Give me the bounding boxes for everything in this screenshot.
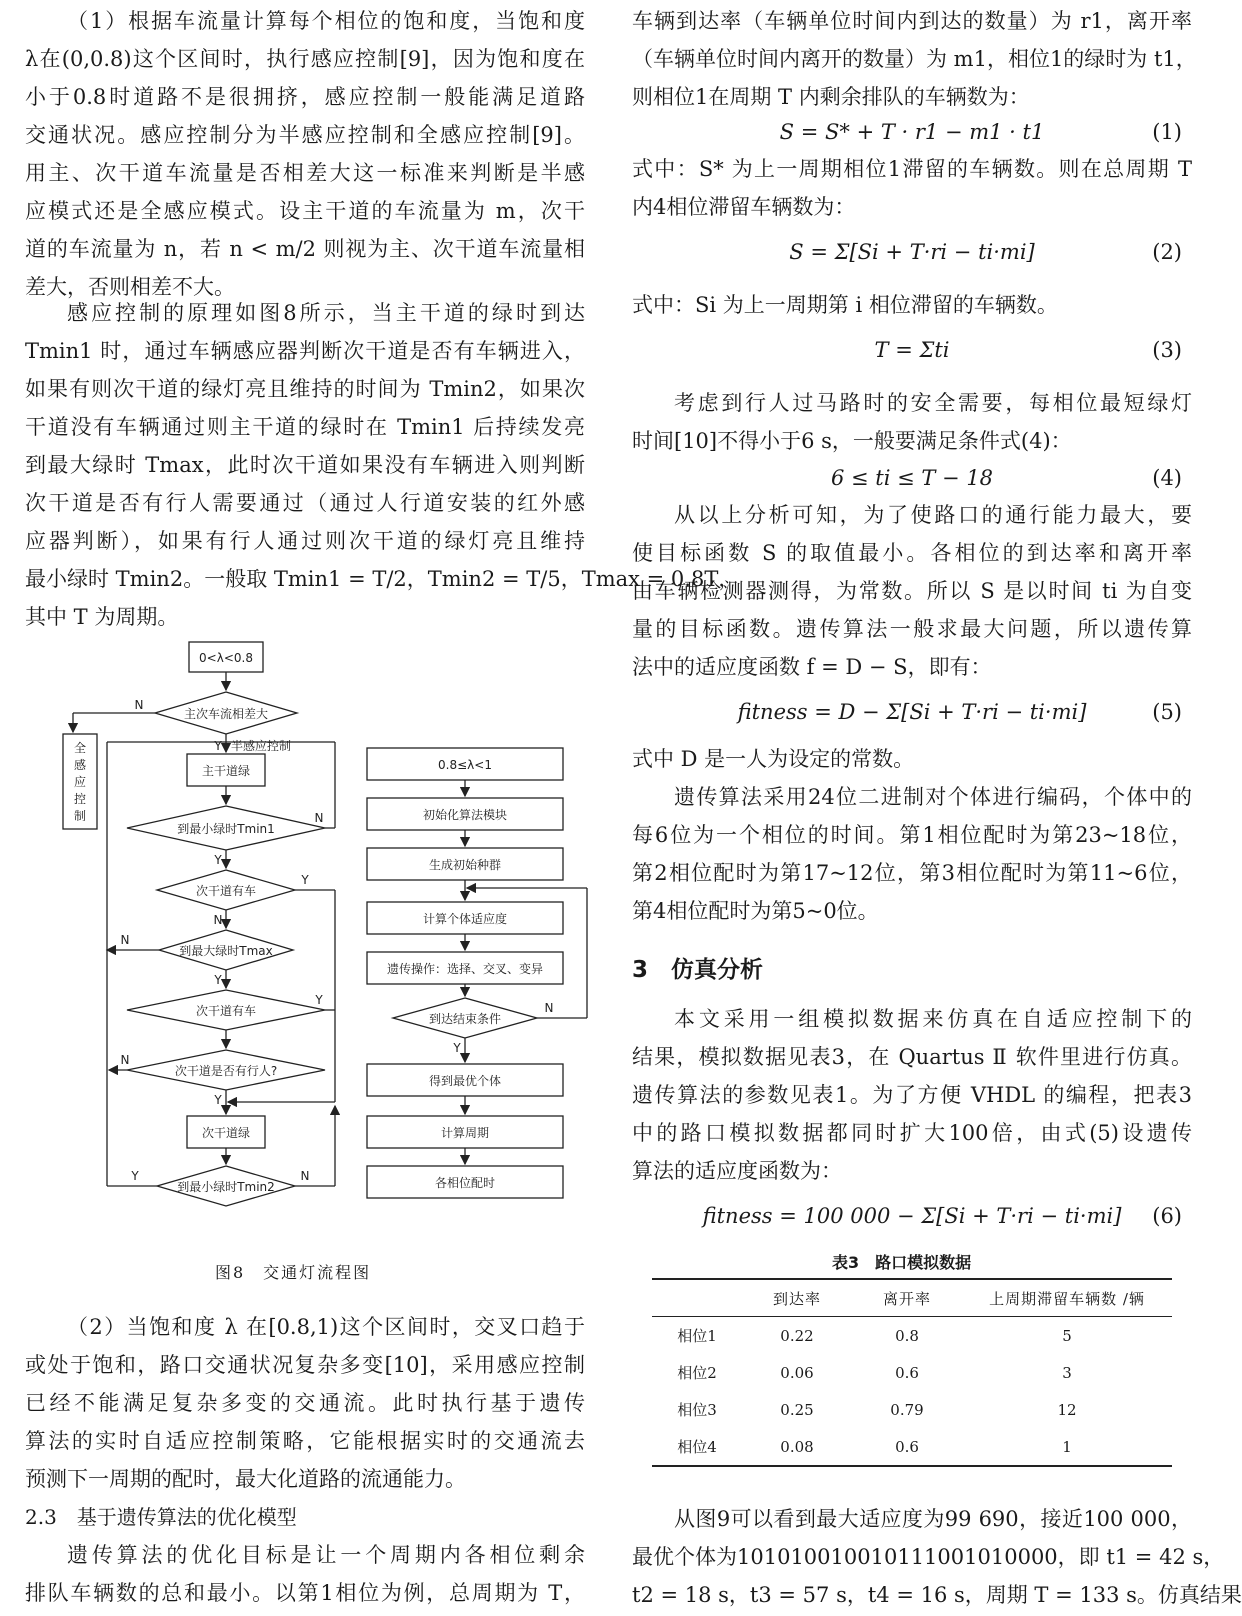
flow-text: 次干道有车 (195, 884, 257, 898)
text-line: 内4相位滞留车辆数为： (632, 195, 856, 219)
table-cell: 3 (1062, 1363, 1072, 1382)
flow-text: 主干道绿 (201, 764, 251, 778)
table-cell: 相位2 (677, 1364, 717, 1382)
text-line: 排队车辆数的总和最小。以第1相位为例，总周期为 T， (25, 1581, 585, 1605)
text-line: 时间[10]不得小于6 s，一般要满足条件式(4)： (632, 429, 1072, 453)
text-line: 每6位为一个相位的时间。第1相位配时为第23~18位， (632, 823, 1192, 847)
text-line: 已经不能满足复杂多变的交通流。此时执行基于遗传 (25, 1391, 585, 1415)
flow-text: 次干道绿 (201, 1126, 251, 1140)
flow-text: 到达结束条件 (428, 1012, 502, 1026)
table-row (652, 1317, 1172, 1355)
text-line: Tmin1 时，通过车辆感应器判断次干道是否有车辆进入， (25, 339, 585, 363)
text-line: 车辆到达率（车辆单位时间内到达的数量）为 r1，离开率 (632, 9, 1192, 33)
text-line: 从图9可以看到最大适应度为99 690，接近100 000， (674, 1507, 1192, 1531)
section-heading: 3 仿真分析 (632, 957, 764, 983)
flow-label-no: N (120, 1053, 130, 1067)
text-line: 考虑到行人过马路时的安全需要，每相位最短绿灯 (674, 391, 1192, 415)
flow-label-yes: Y (301, 873, 309, 887)
flow-label-no: N (213, 913, 223, 927)
text-line: 从以上分析可知，为了使路口的通行能力最大，要 (674, 503, 1192, 527)
flow-text: 各相位配时 (434, 1176, 496, 1190)
text-line: 法中的适应度函数 f = D − S，即有： (632, 655, 992, 679)
text-line: 式中：S* 为上一周期相位1滞留的车辆数。则在总周期 T (632, 157, 1192, 181)
text-line: 应器判断），如果有行人通过则次干道的绿灯亮且维持 (25, 529, 585, 553)
table-cell: 1 (1062, 1437, 1072, 1456)
equation-body: fitness = 100 000 − Σ[Si + T·ri − ti·mi] (702, 1204, 1122, 1228)
table-cell: 0.6 (895, 1363, 919, 1382)
text-line: 差大，否则相差不大。 (25, 275, 235, 299)
flow-text: 到最小绿时Tmin1 (177, 822, 275, 836)
flow-text: 计算个体适应度 (422, 912, 508, 926)
table-cell: 相位4 (677, 1438, 717, 1456)
equation (632, 692, 1192, 732)
flow-label-yes: Y (453, 1041, 461, 1055)
text-line: 算法的适应度函数为： (632, 1159, 842, 1183)
equation-body: fitness = D − Σ[Si + T·ri − ti·mi] (737, 700, 1087, 724)
equation-number: (6) (1152, 1204, 1182, 1228)
text-line: 感应控制的原理如图8所示，当主干道的绿时到达 (67, 301, 585, 325)
flow-text: 计算周期 (440, 1126, 490, 1140)
text-line: 最小绿时 Tmin2。一般取 Tmin1 = T/2，Tmin2 = T/5，Tmax = 0.8T， (25, 567, 740, 591)
flow-label-yes: Y (214, 853, 222, 867)
flow-label-no: N (134, 698, 144, 712)
equation-body: 6 ≤ ti ≤ T − 18 (830, 466, 994, 490)
table-row (652, 1354, 1172, 1391)
text-line: （2）当饱和度 λ 在[0.8,1)这个区间时，交叉口趋于 (67, 1315, 585, 1339)
flow-text: 遗传操作：选择、交叉、变异 (386, 962, 544, 976)
table-cell: 0.22 (780, 1326, 814, 1345)
simulation-data-table (652, 1278, 1172, 1467)
traffic-light-flowchart (35, 640, 615, 1240)
flow-text: 次干道是否有行人? (174, 1064, 278, 1078)
table-caption: 表3 路口模拟数据 (832, 1253, 972, 1272)
text-line: 其中 T 为周期。 (25, 605, 179, 629)
table-header-cell: 上周期滞留车辆数 /辆 (989, 1289, 1145, 1308)
text-line: 到最大绿时 Tmax，此时次干道如果没有车辆进入则判断 (25, 453, 585, 477)
table-header-cell (652, 1279, 742, 1317)
flow-label-yes: Y (131, 1169, 139, 1183)
text-line: 式中 D 是一人为设定的常数。 (632, 747, 915, 771)
table-cell: 0.08 (780, 1437, 814, 1456)
table-cell: 5 (1062, 1326, 1072, 1345)
flow-text: 初始化算法模块 (422, 808, 508, 822)
text-line: 算法的实时自适应控制策略，它能根据实时的交通流去 (25, 1429, 585, 1453)
table-cell: 12 (1057, 1400, 1077, 1419)
equation-number: (2) (1152, 240, 1182, 264)
equation-number: (3) (1152, 338, 1182, 362)
equation-number: (4) (1152, 466, 1182, 490)
flow-label-no: N (120, 933, 130, 947)
flow-text: 主次车流相差大 (183, 707, 269, 721)
equation-body: S = Σ[Si + T·ri − ti·mi] (789, 240, 1035, 264)
text-line: 交通状况。感应控制分为半感应控制和全感应控制[9]。 (25, 123, 585, 147)
text-line: 遗传算法的参数见表1。为了方便 VHDL 的编程，把表3 (632, 1083, 1192, 1107)
flow-label-yes: Y (315, 993, 323, 1007)
text-line: 遗传算法的优化目标是让一个周期内各相位剩余 (67, 1543, 585, 1567)
text-line: 次干道是否有行人需要通过（通过人行道安装的红外感 (25, 491, 585, 515)
text-line: （车辆单位时间内离开的数量）为 m1，相位1的绿时为 t1， (632, 47, 1197, 71)
text-line: 或处于饱和，路口交通状况复杂多变[10]，采用感应控制 (25, 1353, 585, 1377)
text-line: 应模式还是全感应模式。设主干道的车流量为 m，次干 (25, 199, 585, 223)
table-cell: 0.6 (895, 1437, 919, 1456)
text-line: 则相位1在周期 T 内剩余排队的车辆数为： (632, 85, 1030, 109)
flow-text: 得到最优个体 (428, 1074, 502, 1088)
text-line: 预测下一周期的配时，最大化道路的流通能力。 (25, 1467, 466, 1491)
text-line: 用主、次干道车流量是否相差大这一标准来判断是半感 (25, 161, 585, 185)
equation (632, 458, 1192, 498)
equation (632, 330, 1192, 370)
text-line: 遗传算法采用24位二进制对个体进行编码，个体中的 (674, 785, 1192, 809)
flow-full-control-label: 全感应控制 (73, 741, 86, 823)
equation (632, 232, 1192, 272)
table-cell: 0.79 (890, 1400, 924, 1419)
text-line: 量的目标函数。遗传算法一般求最大问题，所以遗传算 (632, 617, 1192, 641)
flow-text: 生成初始种群 (428, 858, 502, 872)
equation (632, 1196, 1192, 1236)
text-line: 道的车流量为 n，若 n < m/2 则视为主、次干道车流量相 (25, 237, 585, 261)
table-row (652, 1428, 1172, 1466)
text-line: t2 = 18 s，t3 = 57 s，t4 = 16 s，周期 T = 133 s。仿真结果 (632, 1583, 1242, 1607)
table-header-row (652, 1279, 1172, 1317)
table-cell: 0.25 (780, 1400, 814, 1419)
flow-text: 半感应控制 (230, 739, 292, 753)
table-row (652, 1391, 1172, 1428)
equation-number: (5) (1152, 700, 1182, 724)
table-cell: 相位1 (677, 1327, 717, 1345)
flow-label-yes: Y (214, 1093, 222, 1107)
flow-text: 0.8≤λ<1 (438, 758, 492, 772)
flow-text: 次干道有车 (195, 1004, 257, 1018)
text-line: 由车辆检测器测得，为常数。所以 S 是以时间 ti 为自变 (632, 579, 1192, 603)
equation (632, 112, 1192, 152)
table-cell: 0.06 (780, 1363, 814, 1382)
equation-body: S = S* + T · r1 − m1 · t1 (779, 120, 1045, 144)
table-cell: 相位3 (677, 1401, 717, 1419)
flow-text: 0<λ<0.8 (199, 651, 253, 665)
table-header-cell: 到达率 (772, 1289, 821, 1308)
flow-text: 到最大绿时Tmax (179, 944, 273, 958)
text-line: 如果有则次干道的绿灯亮且维持的时间为 Tmin2，如果次 (25, 377, 585, 401)
flow-label-no: N (314, 811, 324, 825)
text-line: （1）根据车流量计算每个相位的饱和度，当饱和度 (67, 9, 585, 33)
text-line: 小于0.8时道路不是很拥挤，感应控制一般能满足道路 (25, 85, 585, 109)
flow-label-yes: Y (214, 739, 222, 753)
figure-caption: 图8 交通灯流程图 (215, 1263, 372, 1282)
flow-text: 到最小绿时Tmin2 (177, 1180, 275, 1194)
flow-label-no: N (544, 1001, 554, 1015)
equation-body: T = Σti (874, 338, 950, 362)
text-line: λ在(0,0.8)这个区间时，执行感应控制[9]，因为饱和度在 (25, 47, 585, 71)
text-line: 使目标函数 S 的取值最小。各相位的到达率和离开率 (632, 541, 1192, 565)
text-line: 第2相位配时为第17~12位，第3相位配时为第11~6位， (632, 861, 1192, 885)
equation-number: (1) (1152, 120, 1182, 144)
flow-label-no: N (300, 1169, 310, 1183)
flow-label-yes: Y (214, 973, 222, 987)
table-cell: 0.8 (895, 1326, 919, 1345)
text-line: 本文采用一组模拟数据来仿真在自适应控制下的 (674, 1007, 1192, 1031)
text-line: 最优个体为101010010010111001010000，即 t1 = 42 s， (632, 1545, 1225, 1569)
text-line: 第4相位配时为第5~0位。 (632, 899, 879, 923)
text-line: 干道没有车辆通过则主干道的绿时在 Tmin1 后持续发亮 (25, 415, 585, 439)
text-line: 结果，模拟数据见表3，在 Quartus Ⅱ 软件里进行仿真。 (632, 1045, 1192, 1069)
text-line: 中的路口模拟数据都同时扩大100倍，由式(5)设遗传 (632, 1121, 1192, 1145)
text-line: 式中：Si 为上一周期第 i 相位滞留的车辆数。 (632, 293, 1058, 317)
subsection-heading: 2.3 基于遗传算法的优化模型 (25, 1505, 297, 1529)
table-header-cell: 离开率 (882, 1289, 931, 1308)
